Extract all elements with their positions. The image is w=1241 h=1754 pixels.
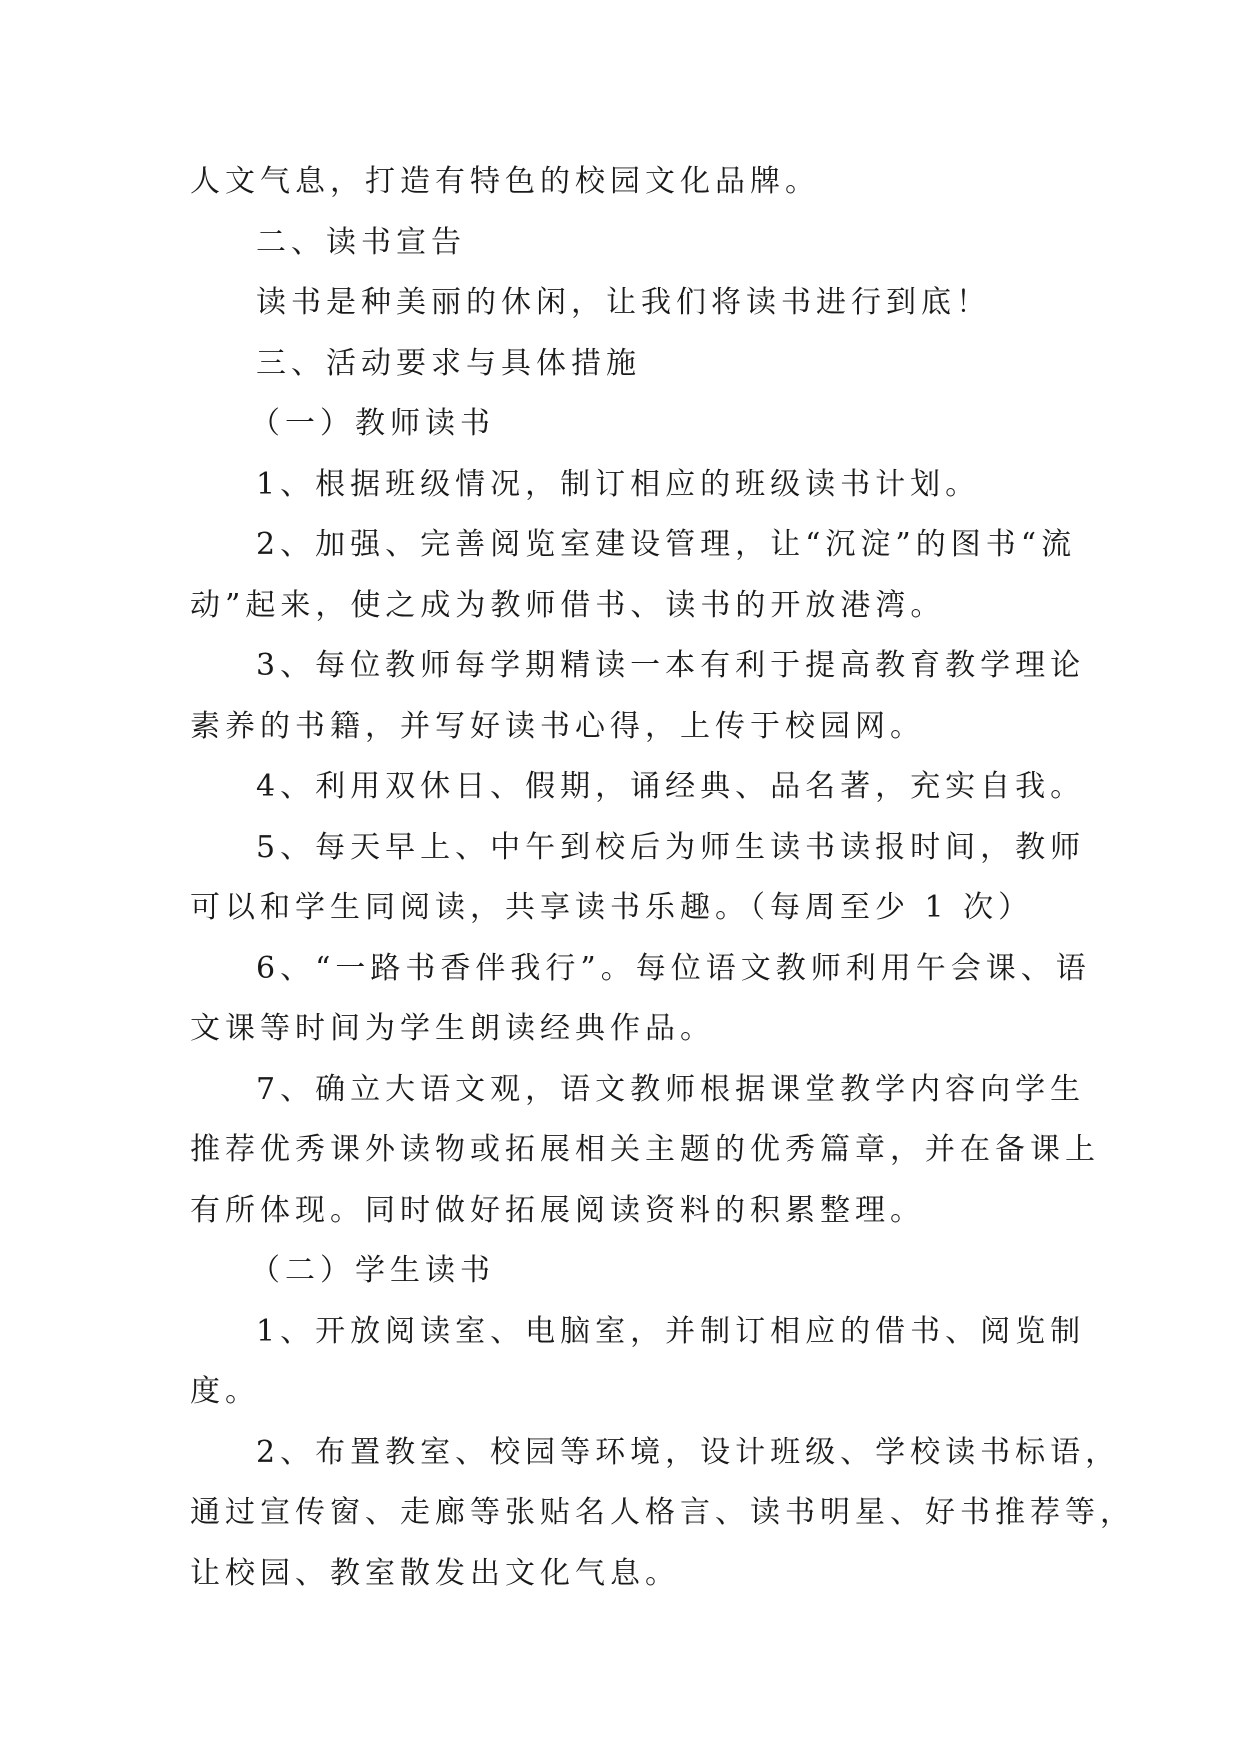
list-item: 1、根据班级情况，制订相应的班级读书计划。 bbox=[256, 466, 981, 502]
list-item-continuation: 度。 bbox=[190, 1374, 260, 1409]
list-item: 2、布置教室、校园等环境，设计班级、学校读书标语， bbox=[256, 1434, 1121, 1470]
list-item-continuation: 有所体现。同时做好拓展阅读资料的积累整理。 bbox=[190, 1192, 925, 1228]
list-item-continuation: 通过宣传窗、走廊等张贴名人格言、读书明星、好书推荐等， bbox=[190, 1495, 1135, 1530]
list-item: 6、“一路书香伴我行”。每位语文教师利用午会课、语 bbox=[256, 950, 1091, 986]
body-line: 读书是种美丽的休闲，让我们将读书进行到底！ bbox=[256, 285, 991, 320]
list-item-continuation: 素养的书籍，并写好读书心得，上传于校园网。 bbox=[190, 708, 925, 744]
body-line: 人文气息，打造有特色的校园文化品牌。 bbox=[190, 164, 820, 199]
list-item: 3、每位教师每学期精读一本有利于提高教育教学理论 bbox=[256, 648, 1086, 683]
list-item-continuation: 文课等时间为学生朗读经典作品。 bbox=[190, 1011, 715, 1046]
list-item: 4、利用双休日、假期，诵经典、品名著，充实自我。 bbox=[256, 769, 1086, 804]
list-item: 2、加强、完善阅览室建设管理，让“沉淀”的图书“流 bbox=[256, 527, 1077, 562]
list-item: 1、开放阅读室、电脑室，并制订相应的借书、阅览制 bbox=[256, 1313, 1086, 1349]
list-item-continuation: 让校园、教室散发出文化气息。 bbox=[190, 1555, 680, 1591]
list-item: 7、确立大语文观，语文教师根据课堂教学内容向学生 bbox=[256, 1071, 1086, 1107]
subsection-heading-teacher-reading: （一）教师读书 bbox=[250, 406, 495, 441]
list-item: 5、每天早上、中午到校后为师生读书读报时间，教师 bbox=[256, 829, 1086, 865]
section-heading-requirements: 三、活动要求与具体措施 bbox=[256, 345, 641, 381]
section-heading-reading-declaration: 二、读书宣告 bbox=[256, 224, 466, 260]
document-body bbox=[190, 152, 1135, 1604]
subsection-heading-student-reading: （二）学生读书 bbox=[250, 1253, 495, 1288]
list-item-continuation: 可以和学生同阅读，共享读书乐趣。（每周至少 1 次） bbox=[190, 890, 1034, 925]
list-item-continuation: 推荐优秀课外读物或拓展相关主题的优秀篇章，并在备课上 bbox=[190, 1132, 1100, 1167]
list-item-continuation: 动”起来，使之成为教师借书、读书的开放港湾。 bbox=[190, 587, 946, 623]
